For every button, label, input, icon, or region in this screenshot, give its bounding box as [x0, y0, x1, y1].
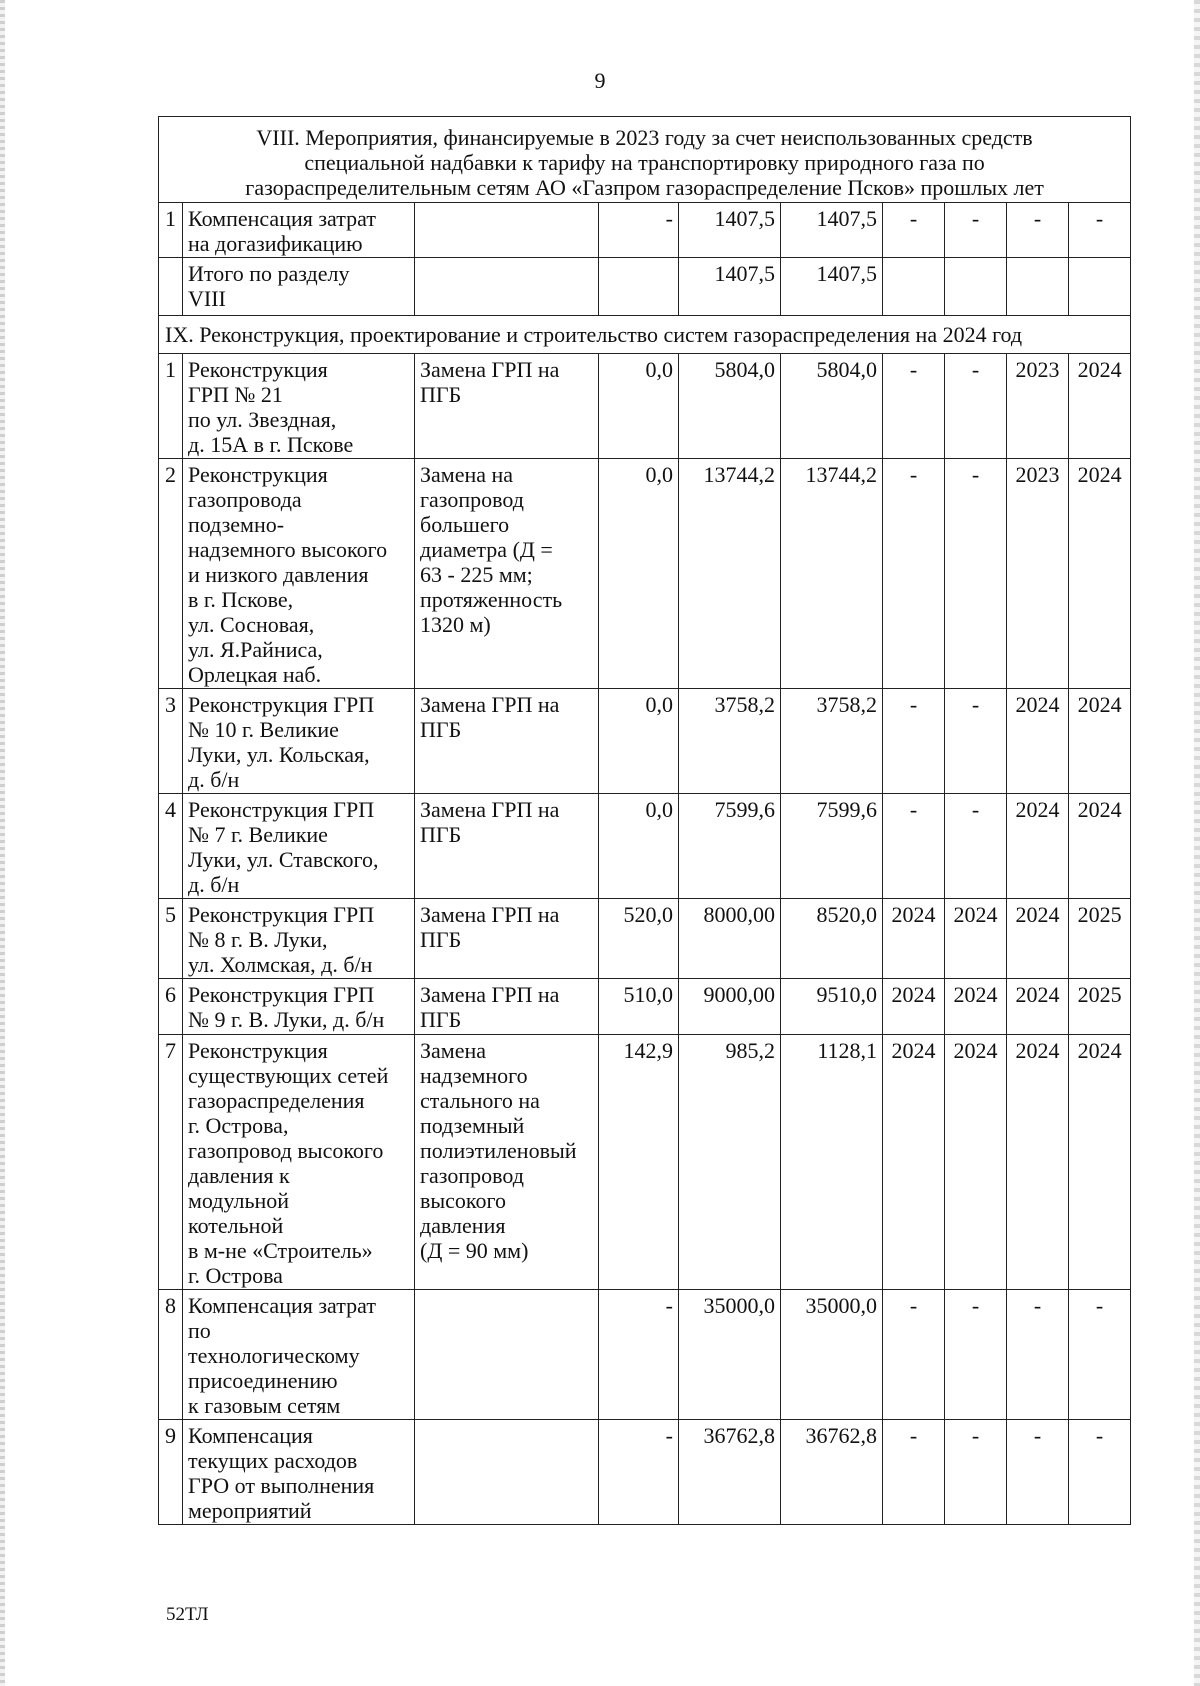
- construction-end-year-cell: 2024: [1069, 794, 1131, 899]
- construction-start-year-cell: -: [1007, 1290, 1069, 1420]
- measure-description-cell: Замена на газопровод большего диаметра (Д = 63 - 225 мм; протяженность 1320 м): [415, 459, 599, 689]
- scan-left-edge: [0, 0, 5, 1686]
- construction-end-year-cell: [1069, 258, 1131, 316]
- design-start-year-cell: -: [883, 1290, 945, 1420]
- measure-name-cell: Реконструкция ГРП № 8 г. В. Луки, ул. Холмская, д. б/н: [183, 899, 415, 979]
- measure-description-cell: [415, 258, 599, 316]
- construction-start-year-cell: 2023: [1007, 354, 1069, 459]
- measure-description-cell: Замена ГРП на ПГБ: [415, 794, 599, 899]
- page-number: 9: [594, 68, 606, 93]
- design-start-year-cell: -: [883, 459, 945, 689]
- section-ix-title: IX. Реконструкция, проектирование и строительство систем газораспределения на 2024 год: [159, 316, 1131, 354]
- design-end-year-cell: 2024: [945, 899, 1007, 979]
- design-end-year-cell: -: [945, 203, 1007, 258]
- row-number-cell: 3: [159, 689, 183, 794]
- table-row: [159, 1035, 1131, 1290]
- cost-total-cell: 1407,5: [781, 203, 883, 258]
- measure-name-cell: Реконструкция ГРП № 7 г. Великие Луки, ул. Ставского, д. б/н: [183, 794, 415, 899]
- design-end-year-cell: -: [945, 1290, 1007, 1420]
- cost-construction-cell: 35000,0: [679, 1290, 781, 1420]
- cost-design-cell: 0,0: [599, 354, 679, 459]
- measure-name-cell: Реконструкция существующих сетей газораспределения г. Острова, газопровод высокого давления к модульной котельной в м-не «Строитель» г. Острова: [183, 1035, 415, 1290]
- section-ix-title-row: [159, 316, 1131, 354]
- row-number-cell: 2: [159, 459, 183, 689]
- cost-construction-cell: 13744,2: [679, 459, 781, 689]
- row-number-cell: [159, 258, 183, 316]
- construction-end-year-cell: -: [1069, 1290, 1131, 1420]
- cost-total-cell: 7599,6: [781, 794, 883, 899]
- cost-construction-cell: 1407,5: [679, 203, 781, 258]
- cost-total-cell: 3758,2: [781, 689, 883, 794]
- cost-construction-cell: 1407,5: [679, 258, 781, 316]
- design-start-year-cell: -: [883, 794, 945, 899]
- cost-total-cell: 36762,8: [781, 1420, 883, 1525]
- cost-construction-cell: 9000,00: [679, 979, 781, 1035]
- design-end-year-cell: -: [945, 1420, 1007, 1525]
- cost-design-cell: 0,0: [599, 459, 679, 689]
- measure-name-cell: Компенсация текущих расходов ГРО от выполнения мероприятий: [183, 1420, 415, 1525]
- construction-start-year-cell: 2024: [1007, 979, 1069, 1035]
- scan-right-edge: [1194, 0, 1200, 1686]
- measure-name-cell: Компенсация затрат по технологическому присоединению к газовым сетям: [183, 1290, 415, 1420]
- cost-construction-cell: 3758,2: [679, 689, 781, 794]
- cost-total-cell: 1128,1: [781, 1035, 883, 1290]
- design-end-year-cell: -: [945, 354, 1007, 459]
- measure-description-cell: Замена ГРП на ПГБ: [415, 689, 599, 794]
- table-row: [159, 899, 1131, 979]
- construction-end-year-cell: 2024: [1069, 459, 1131, 689]
- measure-description-cell: [415, 203, 599, 258]
- measure-name-cell: Реконструкция ГРП № 10 г. Великие Луки, ул. Кольская, д. б/н: [183, 689, 415, 794]
- table-row: [159, 203, 1131, 258]
- cost-design-cell: 142,9: [599, 1035, 679, 1290]
- table-row: [159, 354, 1131, 459]
- cost-total-cell: 5804,0: [781, 354, 883, 459]
- construction-end-year-cell: 2024: [1069, 689, 1131, 794]
- table-row: [159, 689, 1131, 794]
- cost-design-cell: -: [599, 1420, 679, 1525]
- row-number-cell: 6: [159, 979, 183, 1035]
- measure-name-cell: Реконструкция ГРП № 9 г. В. Луки, д. б/н: [183, 979, 415, 1035]
- construction-start-year-cell: 2024: [1007, 899, 1069, 979]
- construction-start-year-cell: 2024: [1007, 794, 1069, 899]
- construction-start-year-cell: -: [1007, 1420, 1069, 1525]
- cost-total-cell: 13744,2: [781, 459, 883, 689]
- design-end-year-cell: -: [945, 459, 1007, 689]
- cost-design-cell: 520,0: [599, 899, 679, 979]
- row-number-cell: 9: [159, 1420, 183, 1525]
- measure-description-cell: Замена ГРП на ПГБ: [415, 354, 599, 459]
- cost-design-cell: 510,0: [599, 979, 679, 1035]
- cost-construction-cell: 5804,0: [679, 354, 781, 459]
- cost-design-cell: -: [599, 1290, 679, 1420]
- cost-construction-cell: 7599,6: [679, 794, 781, 899]
- cost-total-cell: 8520,0: [781, 899, 883, 979]
- design-end-year-cell: -: [945, 794, 1007, 899]
- construction-end-year-cell: 2024: [1069, 354, 1131, 459]
- cost-design-cell: [599, 258, 679, 316]
- construction-start-year-cell: -: [1007, 203, 1069, 258]
- cost-design-cell: 0,0: [599, 689, 679, 794]
- design-end-year-cell: -: [945, 689, 1007, 794]
- cost-design-cell: 0,0: [599, 794, 679, 899]
- row-number-cell: 7: [159, 1035, 183, 1290]
- table-row: [159, 1420, 1131, 1525]
- measure-description-cell: [415, 1290, 599, 1420]
- construction-end-year-cell: 2025: [1069, 899, 1131, 979]
- construction-start-year-cell: 2023: [1007, 459, 1069, 689]
- row-number-cell: 1: [159, 354, 183, 459]
- construction-end-year-cell: 2024: [1069, 1035, 1131, 1290]
- design-start-year-cell: 2024: [883, 979, 945, 1035]
- design-end-year-cell: [945, 258, 1007, 316]
- measure-name-cell: Компенсация затрат на догазификацию: [183, 203, 415, 258]
- design-start-year-cell: -: [883, 689, 945, 794]
- construction-start-year-cell: 2024: [1007, 689, 1069, 794]
- table-row: [159, 979, 1131, 1035]
- table-row: [159, 459, 1131, 689]
- design-end-year-cell: 2024: [945, 1035, 1007, 1290]
- cost-construction-cell: 8000,00: [679, 899, 781, 979]
- row-number-cell: 8: [159, 1290, 183, 1420]
- cost-construction-cell: 985,2: [679, 1035, 781, 1290]
- design-start-year-cell: -: [883, 203, 945, 258]
- construction-start-year-cell: [1007, 258, 1069, 316]
- design-start-year-cell: 2024: [883, 899, 945, 979]
- table-body: [159, 117, 1131, 1525]
- cost-total-cell: 35000,0: [781, 1290, 883, 1420]
- row-number-cell: 5: [159, 899, 183, 979]
- footer-code: 52ТЛ: [166, 1604, 209, 1625]
- measure-name-cell: Итого по разделу VIII: [183, 258, 415, 316]
- cost-design-cell: -: [599, 203, 679, 258]
- measure-name-cell: Реконструкция ГРП № 21 по ул. Звездная, д. 15А в г. Пскове: [183, 354, 415, 459]
- table-row: [159, 794, 1131, 899]
- design-start-year-cell: -: [883, 1420, 945, 1525]
- row-number-cell: 4: [159, 794, 183, 899]
- construction-start-year-cell: 2024: [1007, 1035, 1069, 1290]
- row-number-cell: 1: [159, 203, 183, 258]
- measure-name-cell: Реконструкция газопровода подземно- надземного высокого и низкого давления в г. Пскове, ул. Сосновая, ул. Я.Райниса, Орлецкая наб.: [183, 459, 415, 689]
- measure-description-cell: [415, 1420, 599, 1525]
- design-start-year-cell: [883, 258, 945, 316]
- table-row: [159, 258, 1131, 316]
- design-end-year-cell: 2024: [945, 979, 1007, 1035]
- construction-end-year-cell: -: [1069, 203, 1131, 258]
- cost-total-cell: 1407,5: [781, 258, 883, 316]
- measures-table: [158, 116, 1131, 1525]
- table-row: [159, 1290, 1131, 1420]
- section-viii-title-row: [159, 117, 1131, 203]
- cost-construction-cell: 36762,8: [679, 1420, 781, 1525]
- construction-end-year-cell: -: [1069, 1420, 1131, 1525]
- measure-description-cell: Замена ГРП на ПГБ: [415, 979, 599, 1035]
- measure-description-cell: Замена надземного стального на подземный полиэтиленовый газопровод высокого давления (Д = 90 мм): [415, 1035, 599, 1290]
- cost-total-cell: 9510,0: [781, 979, 883, 1035]
- design-start-year-cell: 2024: [883, 1035, 945, 1290]
- section-viii-title: VIII. Мероприятия, финансируемые в 2023 году за счет неиспользованных средств специальной надбавки к тарифу на транспортировку природного газа по газораспределительным сетям АО «Газпром газораспределение Псков» прошлых лет: [159, 117, 1131, 203]
- measure-description-cell: Замена ГРП на ПГБ: [415, 899, 599, 979]
- construction-end-year-cell: 2025: [1069, 979, 1131, 1035]
- design-start-year-cell: -: [883, 354, 945, 459]
